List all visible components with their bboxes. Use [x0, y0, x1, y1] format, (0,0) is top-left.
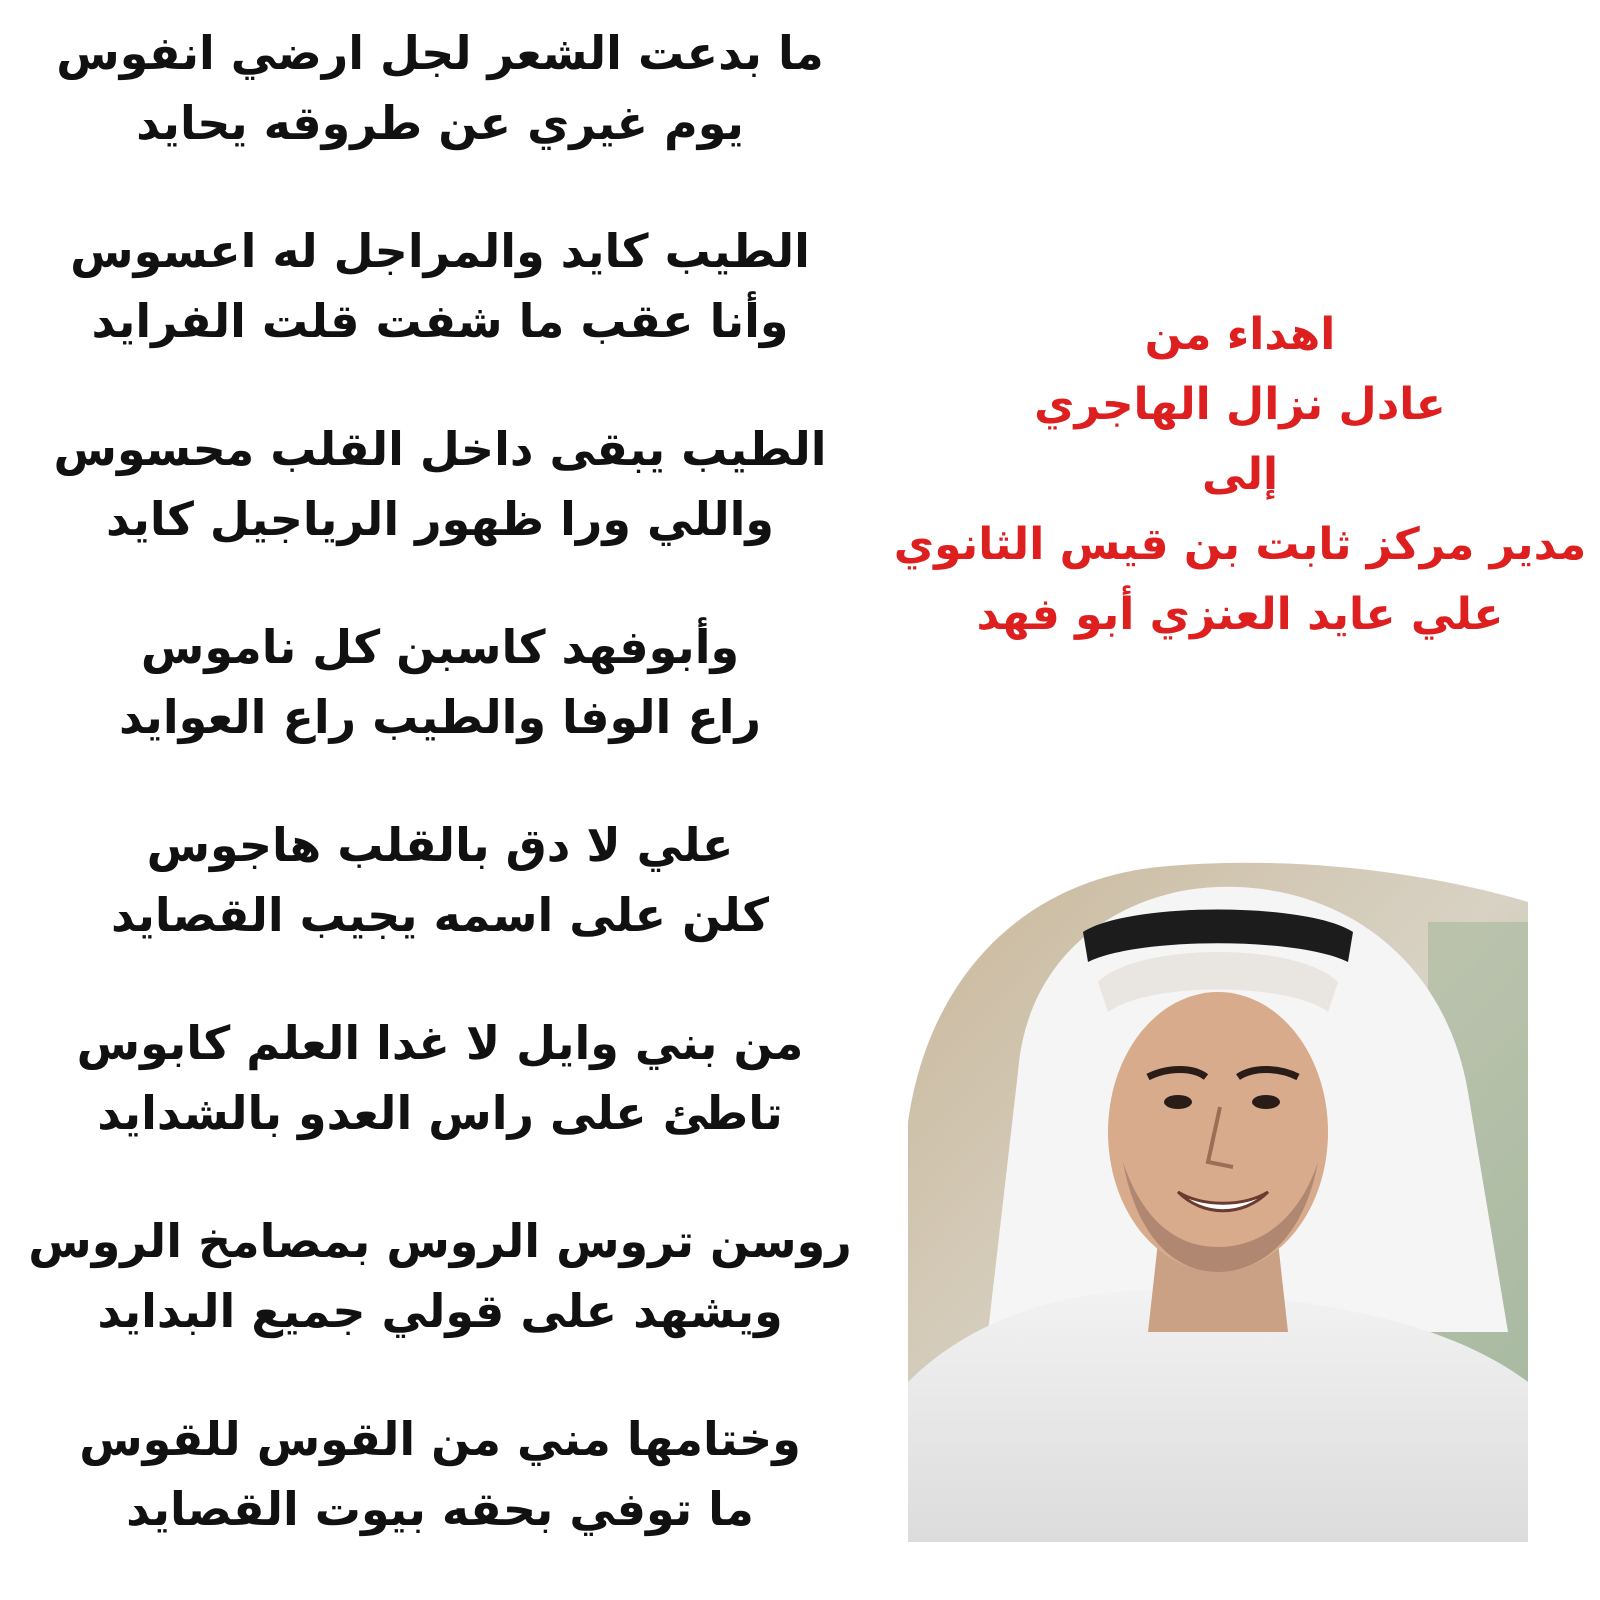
dedication-recipient-title: مدير مركز ثابت بن قيس الثانوي [893, 519, 1587, 570]
portrait-photo-illustration [908, 862, 1528, 1542]
dedication-to-label: إلى [1201, 449, 1279, 500]
portrait-photo [908, 862, 1528, 1542]
poem-stanza [10, 612, 870, 752]
poem-stanza [10, 810, 870, 950]
poem-verse-first-half: من بني وايل لا غدا العلم كابوس [76, 1016, 804, 1070]
dedication-from-label: اهداء من [1144, 309, 1336, 360]
poem-verse-second-half: تاطئ على راس العدو بالشدايد [97, 1086, 783, 1140]
poem-verse-first-half: علي لا دق بالقلب هاجوس [146, 818, 734, 872]
dedication-author: عادل نزال الهاجري [1034, 379, 1446, 430]
poem-stanza [10, 1008, 870, 1148]
poem-verse-second-half: كلن على اسمه يجيب القصايد [111, 888, 769, 942]
poem-stanza [10, 1206, 870, 1346]
poem-stanza [10, 18, 870, 158]
poem-verse-second-half: واللي ورا ظهور الرياجيل كايد [106, 492, 774, 546]
poem-verse-second-half: وأنا عقب ما شفت قلت الفرايد [91, 294, 789, 348]
poem-verse-first-half: روسن تروس الروس بمصامخ الروس [28, 1214, 852, 1268]
dedication [890, 300, 1590, 650]
poem-verse-second-half: راع الوفا والطيب راع العوايد [118, 690, 762, 744]
poem-verse-first-half: وختامها مني من القوس للقوس [79, 1412, 801, 1466]
poem-verse-second-half: ويشهد على قولي جميع البدايد [97, 1284, 783, 1338]
poem [10, 18, 870, 1598]
poem-stanza [10, 414, 870, 554]
poem-verse-second-half: يوم غيري عن طروقه يحايد [136, 96, 744, 150]
poem-verse-first-half: وأبوفهد كاسبن كل ناموس [140, 620, 740, 674]
poem-verse-first-half: الطيب كايد والمراجل له اعسوس [70, 224, 810, 278]
poem-stanza [10, 216, 870, 356]
poem-verse-first-half: الطيب يبقى داخل القلب محسوس [53, 422, 827, 476]
dedication-recipient-name: علي عايد العنزي أبو فهد [976, 589, 1504, 640]
poem-verse-second-half: ما توفي بحقه بيوت القصايد [126, 1482, 754, 1536]
poem-stanza [10, 1404, 870, 1544]
poem-verse-first-half: ما بدعت الشعر لجل ارضي انفوس [56, 26, 824, 80]
